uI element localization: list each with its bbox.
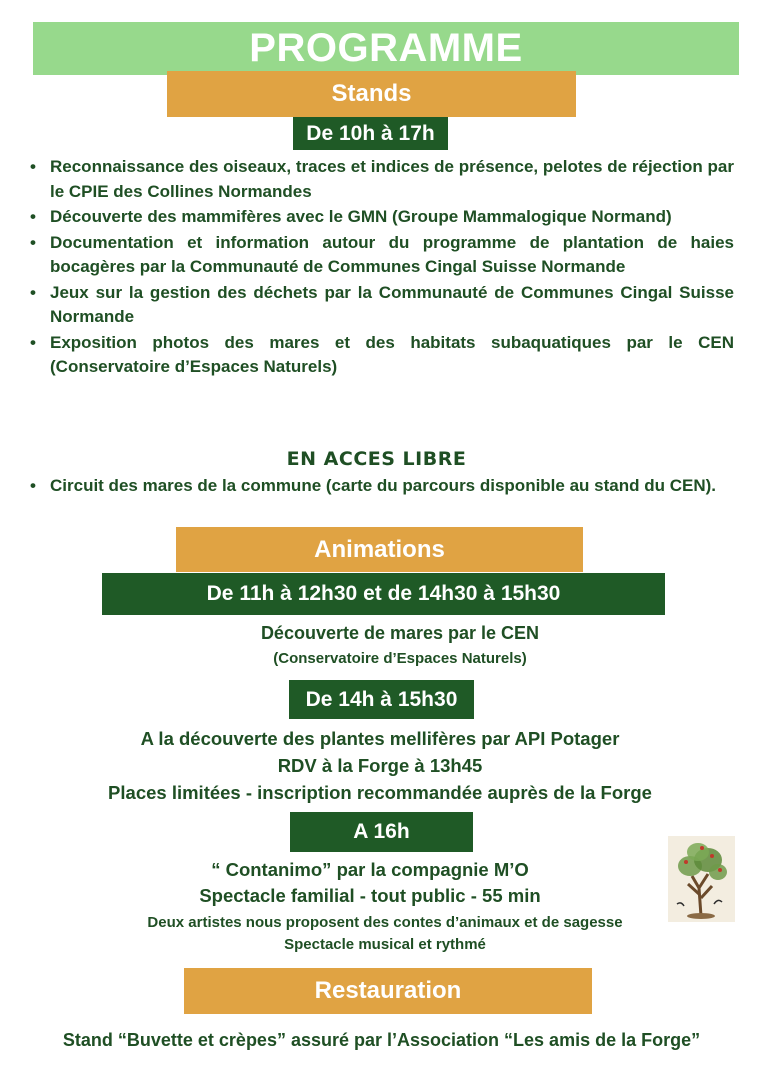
animation-3-hours-badge: A 16h <box>290 812 473 852</box>
tree-illustration <box>668 836 735 922</box>
list-item: • Jeux sur la gestion des déchets par la Communauté de Communes Cingal Suisse Normande <box>50 281 734 330</box>
list-item: • Documentation et information autour du programme de plantation de haies bocagères par la Communauté de Communes Cingal Suisse Normande <box>50 231 734 280</box>
animation-3-title: “ Contanimo” par la compagnie M’O <box>211 859 529 880</box>
animation-2-details <box>40 725 720 806</box>
restauration-details: Stand “Buvette et crèpes” assuré par l’Association “Les amis de la Forge” <box>62 1030 701 1050</box>
tree-icon <box>668 836 735 922</box>
animation-2-note: Places limitées - inscription recommandée auprès de la Forge <box>108 782 652 803</box>
animation-3-details <box>120 857 620 909</box>
animation-3-description-line: Deux artistes nous proposent des contes d’animaux et de sagesse <box>147 914 623 931</box>
list-item: • Circuit des mares de la commune (carte du parcours disponible au stand du CEN). <box>50 474 734 499</box>
animation-1-title: Découverte de mares par le CEN <box>260 623 540 643</box>
list-item: • Reconnaissance des oiseaux, traces et indices de présence, pelotes de réjection par le CPIE des Collines Normandes <box>50 155 734 204</box>
animation-2-hours-badge: De 14h à 15h30 <box>289 680 474 719</box>
animation-2-meeting: RDV à la Forge à 13h45 <box>277 755 483 776</box>
list-item: • Découverte des mammifères avec le GMN (Groupe Mammalogique Normand) <box>50 205 734 230</box>
animation-3-description <box>60 912 710 956</box>
list-item: • Exposition photos des mares et des habitats subaquatiques par le CEN (Conservatoire d’Espaces Naturels) <box>50 331 734 380</box>
acces-libre-list <box>20 474 734 500</box>
animation-2-title: A la découverte des plantes mellifères par API Potager <box>140 728 620 749</box>
stands-heading: Stands <box>167 71 576 117</box>
animations-heading: Animations <box>176 527 583 572</box>
page-title: PROGRAMME <box>33 22 739 75</box>
animation-1-subtitle: (Conservatoire d’Espaces Naturels) <box>273 650 527 667</box>
animation-1-hours-badge: De 11h à 12h30 et de 14h30 à 15h30 <box>102 573 665 615</box>
animation-3-description-line: Spectacle musical et rythmé <box>284 936 486 953</box>
stands-hours-badge: De 10h à 17h <box>293 117 448 150</box>
acces-libre-heading: EN ACCES LIBRE <box>286 448 467 470</box>
animation-3-audience: Spectacle familial - tout public - 55 min <box>199 885 541 906</box>
stands-list <box>20 155 734 381</box>
restauration-heading: Restauration <box>184 968 592 1014</box>
